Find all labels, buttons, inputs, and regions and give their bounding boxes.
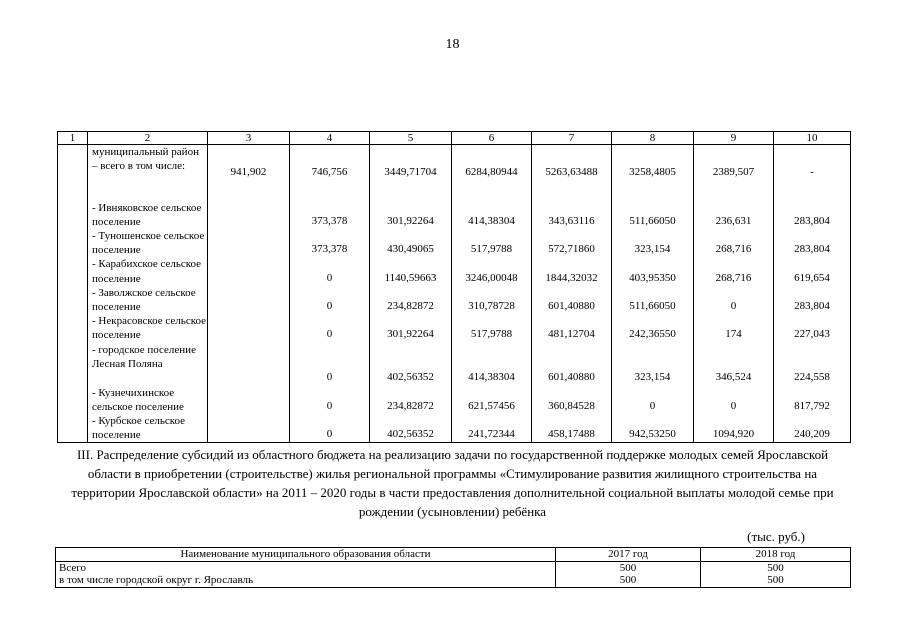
- value-cell: 323,154: [612, 343, 694, 386]
- value-cell: 3449,71704: [370, 145, 452, 201]
- value-cell: 402,56352: [370, 343, 452, 386]
- municipality-name: - городское поселение Лесная Поляна: [88, 343, 208, 386]
- row-index-cell: [58, 257, 88, 285]
- value-cell: 227,043: [774, 314, 851, 342]
- value-cell: 5263,63488: [532, 145, 612, 201]
- value-cell: 0: [694, 286, 774, 314]
- row-index-cell: [58, 314, 88, 342]
- value-cell: 236,631: [694, 201, 774, 229]
- table-row: [58, 414, 851, 443]
- table-row: [58, 201, 851, 229]
- value-cell: 500: [556, 574, 701, 587]
- value-cell: 1844,32032: [532, 257, 612, 285]
- column-header: 3: [208, 132, 290, 145]
- value-cell: 500: [701, 574, 851, 587]
- table-row: [58, 145, 851, 201]
- page-number: 18: [445, 37, 460, 52]
- value-cell: 283,804: [774, 229, 851, 257]
- column-header: 2017 год: [556, 548, 701, 562]
- table-row: [58, 229, 851, 257]
- value-cell: 0: [290, 386, 370, 414]
- column-header: 2018 год: [701, 548, 851, 562]
- value-cell: 0: [290, 314, 370, 342]
- value-cell: 1094,920: [694, 414, 774, 443]
- value-cell: 373,378: [290, 229, 370, 257]
- value-cell: 511,66050: [612, 201, 694, 229]
- row-index-cell: [58, 343, 88, 386]
- value-cell: 373,378: [290, 201, 370, 229]
- value-cell: 283,804: [774, 286, 851, 314]
- value-cell: [208, 257, 290, 285]
- value-cell: 572,71860: [532, 229, 612, 257]
- value-cell: 0: [694, 386, 774, 414]
- column-header: 10: [774, 132, 851, 145]
- value-cell: 3246,00048: [452, 257, 532, 285]
- value-cell: 268,716: [694, 229, 774, 257]
- value-cell: [208, 229, 290, 257]
- value-cell: [208, 201, 290, 229]
- value-cell: 500: [556, 561, 701, 574]
- value-cell: [208, 286, 290, 314]
- value-cell: 6284,80944: [452, 145, 532, 201]
- value-cell: 601,40880: [532, 343, 612, 386]
- value-cell: 241,72344: [452, 414, 532, 443]
- value-cell: 941,902: [208, 145, 290, 201]
- column-header: 4: [290, 132, 370, 145]
- column-header: 1: [58, 132, 88, 145]
- value-cell: 517,9788: [452, 314, 532, 342]
- value-cell: 619,654: [774, 257, 851, 285]
- value-cell: 402,56352: [370, 414, 452, 443]
- table-row: [58, 314, 851, 342]
- value-cell: 517,9788: [452, 229, 532, 257]
- municipality-name: Всего: [56, 561, 556, 574]
- units-label: (тыс. руб.): [747, 529, 805, 544]
- value-cell: 234,82872: [370, 286, 452, 314]
- table-row: [58, 343, 851, 386]
- column-header: 2: [88, 132, 208, 145]
- row-index-cell: [58, 286, 88, 314]
- municipality-name: - Туношенское сельское поселение: [88, 229, 208, 257]
- header-row: [58, 132, 851, 145]
- value-cell: 283,804: [774, 201, 851, 229]
- municipality-name: - Заволжское сельское поселение: [88, 286, 208, 314]
- value-cell: 1140,59663: [370, 257, 452, 285]
- value-cell: 310,78728: [452, 286, 532, 314]
- value-cell: 414,38304: [452, 343, 532, 386]
- value-cell: 360,84528: [532, 386, 612, 414]
- value-cell: 301,92264: [370, 314, 452, 342]
- value-cell: 621,57456: [452, 386, 532, 414]
- value-cell: 458,17488: [532, 414, 612, 443]
- row-index-cell: [58, 229, 88, 257]
- value-cell: 817,792: [774, 386, 851, 414]
- column-header: 6: [452, 132, 532, 145]
- table-row: [58, 286, 851, 314]
- value-cell: [208, 343, 290, 386]
- value-cell: 240,209: [774, 414, 851, 443]
- value-cell: [208, 386, 290, 414]
- section-title: III. Распределение субсидий из областного бюджета на реализацию задачи по государственной поддержке молодых семей Ярославской области в приобретении (строительстве) жилья региональной программы «Стимулирование развития жилищного строительства на территории Ярославской области» на 2011 – 2020 годы в части предоставления дополнительной социальной выплаты молодой семье при рождении (усыновлении) ребёнка: [71, 447, 834, 519]
- value-cell: 0: [290, 286, 370, 314]
- row-index-cell: [58, 145, 88, 201]
- value-cell: 3258,4805: [612, 145, 694, 201]
- column-header: 5: [370, 132, 452, 145]
- table-row: [56, 574, 851, 587]
- municipality-name: - Кузнечихинское сельское поселение: [88, 386, 208, 414]
- value-cell: 268,716: [694, 257, 774, 285]
- row-index-cell: [58, 414, 88, 443]
- column-header: 8: [612, 132, 694, 145]
- subsidy-table: [57, 131, 851, 443]
- value-cell: 323,154: [612, 229, 694, 257]
- subsidy-distribution-table: [55, 547, 851, 588]
- value-cell: 403,95350: [612, 257, 694, 285]
- table-row: [56, 561, 851, 574]
- municipality-name: в том числе городской округ г. Ярославль: [56, 574, 556, 587]
- value-cell: -: [774, 145, 851, 201]
- column-header: Наименование муниципального образования области: [56, 548, 556, 562]
- value-cell: 601,40880: [532, 286, 612, 314]
- row-index-cell: [58, 386, 88, 414]
- value-cell: 430,49065: [370, 229, 452, 257]
- value-cell: 481,12704: [532, 314, 612, 342]
- value-cell: 346,524: [694, 343, 774, 386]
- row-index-cell: [58, 201, 88, 229]
- value-cell: 224,558: [774, 343, 851, 386]
- municipality-name: - Некрасовское сельское поселение: [88, 314, 208, 342]
- municipality-name: - Карабихское сельское поселение: [88, 257, 208, 285]
- table-row: [58, 386, 851, 414]
- column-header: 9: [694, 132, 774, 145]
- value-cell: 343,63116: [532, 201, 612, 229]
- value-cell: 0: [290, 257, 370, 285]
- municipality-name: - Курбское сельское поселение: [88, 414, 208, 443]
- value-cell: 942,53250: [612, 414, 694, 443]
- value-cell: 2389,507: [694, 145, 774, 201]
- table-row: [58, 257, 851, 285]
- value-cell: 0: [290, 343, 370, 386]
- municipality-name: муниципальный район – всего в том числе:: [88, 145, 208, 201]
- value-cell: 174: [694, 314, 774, 342]
- header-row: [56, 548, 851, 562]
- value-cell: 746,756: [290, 145, 370, 201]
- value-cell: 242,36550: [612, 314, 694, 342]
- value-cell: [208, 414, 290, 443]
- value-cell: [208, 314, 290, 342]
- value-cell: 234,82872: [370, 386, 452, 414]
- value-cell: 0: [290, 414, 370, 443]
- value-cell: 0: [612, 386, 694, 414]
- value-cell: 500: [701, 561, 851, 574]
- value-cell: 414,38304: [452, 201, 532, 229]
- column-header: 7: [532, 132, 612, 145]
- value-cell: 511,66050: [612, 286, 694, 314]
- municipality-name: - Ивняковское сельское поселение: [88, 201, 208, 229]
- value-cell: 301,92264: [370, 201, 452, 229]
